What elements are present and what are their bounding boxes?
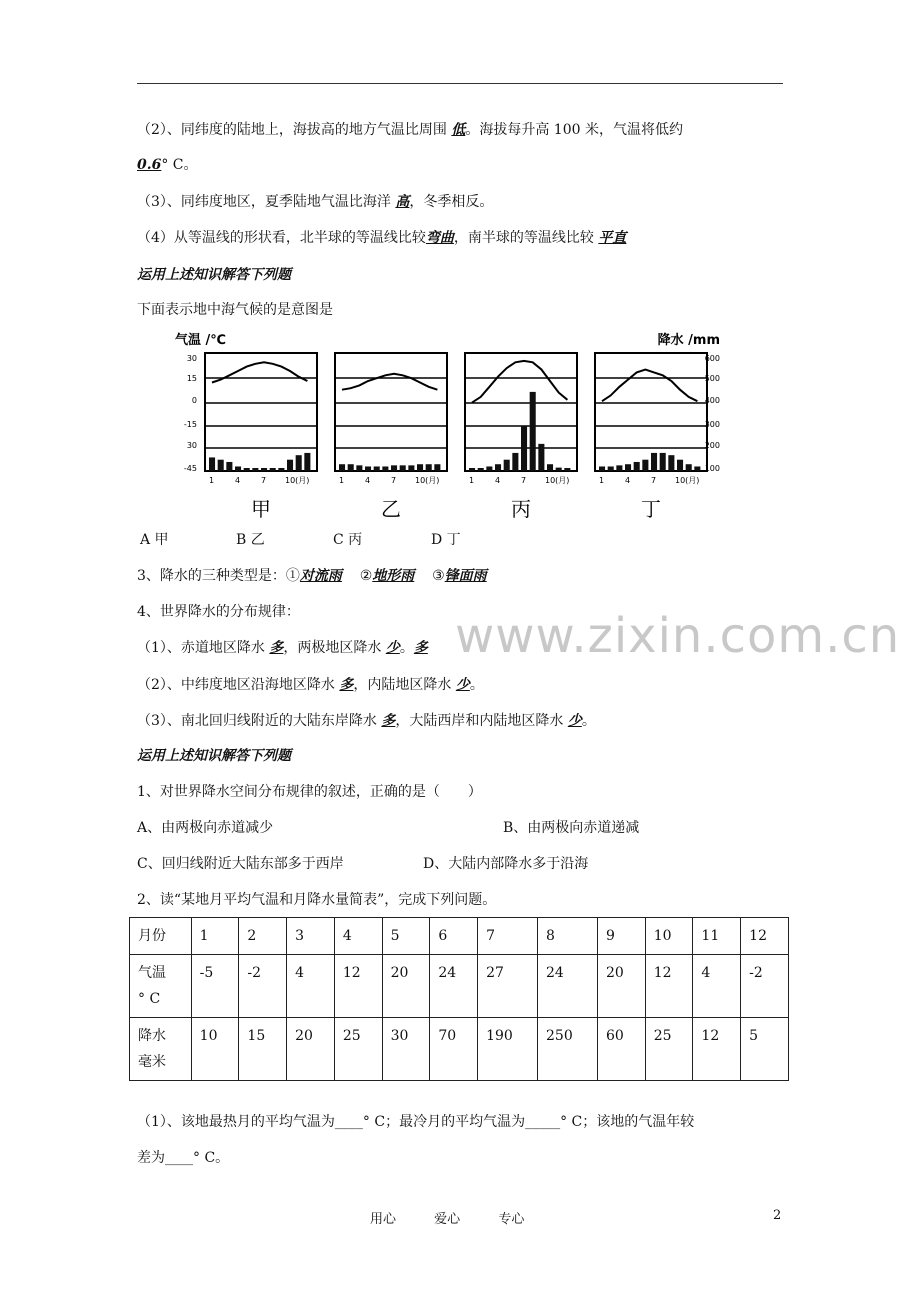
table-cell: -2 [741, 955, 789, 1018]
answer-06: 0.6 [137, 157, 162, 173]
precip-bar [634, 462, 640, 471]
table-cell: 24 [430, 955, 478, 1018]
x-tick-label: 10(月) [285, 476, 310, 485]
temperature-line [602, 370, 697, 402]
right-tick-label: 400 [704, 396, 720, 405]
table-cell: 24 [538, 955, 598, 1018]
table-cell: 5 [741, 1018, 789, 1081]
text-line-p42 [137, 675, 484, 695]
row-label [130, 1018, 192, 1081]
text-line-3 [137, 192, 493, 212]
precip-bar [495, 464, 501, 471]
precip-bar [365, 466, 371, 471]
x-tick-label: 1 [599, 476, 605, 485]
precip-bar [642, 460, 648, 471]
answer: 少 [567, 713, 582, 729]
precip-bar [235, 466, 241, 471]
row-label-text: 气温 [138, 965, 166, 981]
precip-bar [608, 466, 614, 471]
row-label [130, 918, 192, 955]
precip-bar [530, 392, 536, 471]
table-cell: 10 [191, 1018, 239, 1081]
precip-bar [625, 464, 631, 471]
y-axis-title-right: 降水 /mm [657, 333, 720, 348]
temperature-line [212, 362, 307, 382]
panel-label: 丁 [641, 497, 661, 521]
x-tick-label: 1 [209, 476, 215, 485]
answer: 多 [269, 640, 284, 656]
table-cell: -5 [191, 955, 239, 1018]
text-span: ，冬季相反。 [409, 194, 494, 210]
text-line-p4: 4、世界降水的分布规律： [137, 604, 300, 620]
table-cell: 70 [430, 1018, 478, 1081]
precip-bar [486, 466, 492, 471]
precip-bar [339, 464, 345, 471]
precip-bar [218, 460, 224, 471]
x-tick-label: 4 [365, 476, 371, 485]
table-row [130, 955, 789, 1018]
footer-item: 用心 [370, 1212, 397, 1227]
text-span: （3）、南北回归线附近的大陆东岸降水 [137, 713, 377, 729]
climate-chart-svg [175, 328, 720, 526]
row-label-text: 月份 [138, 928, 166, 944]
text-span: ② [359, 568, 373, 584]
x-tick-label: 1 [339, 476, 345, 485]
precip-bar [382, 466, 388, 471]
left-tick-label: 30 [186, 354, 197, 363]
text-line-p43 [137, 711, 596, 731]
answer: 少 [455, 677, 470, 693]
text-line-2 [137, 120, 683, 140]
option-b[interactable]: B 乙 [236, 532, 265, 548]
precip-bar [434, 464, 440, 471]
row-label-unit: ° C [138, 991, 161, 1007]
table-cell: 15 [239, 1018, 287, 1081]
text-line-2b [137, 155, 198, 175]
text-span: 3、降水的三种类型是：① [137, 568, 300, 584]
x-tick-label: 4 [625, 476, 631, 485]
panel-label: 丙 [511, 497, 531, 521]
table-cell: 20 [597, 955, 645, 1018]
right-tick-label: 500 [704, 374, 720, 383]
precip-bar [686, 464, 692, 471]
precip-bar [287, 460, 293, 471]
q1-option-b[interactable]: B、由两极向赤道递减 [503, 820, 640, 836]
text-span: （4）从等温线的形状看，北半球的等温线比较 [137, 230, 426, 246]
answer: 多 [381, 713, 396, 729]
answer-low: 低 [451, 122, 466, 138]
precip-bar [261, 468, 267, 471]
watermark: www.zixin.com.cn [455, 608, 901, 664]
precip-bar [538, 444, 544, 471]
left-tick-label: 15 [186, 374, 197, 383]
footer-item: 专心 [498, 1212, 525, 1227]
x-tick-label: 7 [651, 476, 657, 485]
text-span: ，两极地区降水 [283, 640, 382, 656]
answer: 少 [385, 640, 400, 656]
text-line-4 [137, 228, 626, 248]
answer: 多 [413, 640, 428, 656]
left-tick-label: -45 [183, 464, 197, 473]
text-span: ，大陆西岸和内陆地区降水 [395, 713, 564, 729]
precip-bar [599, 466, 605, 471]
chart-panel [335, 353, 447, 471]
precip-bar [374, 466, 380, 471]
x-tick-label: 10(月) [675, 476, 700, 485]
text-span: 。海拔每升高 100 米，气温将低约 [465, 122, 683, 138]
precip-bar [547, 464, 553, 471]
panel-label: 乙 [381, 497, 401, 521]
table-row [130, 1018, 789, 1081]
x-tick-label: 4 [235, 476, 241, 485]
chart-panel [205, 353, 317, 471]
precip-bar [296, 455, 302, 471]
option-a[interactable]: A 甲 [140, 532, 169, 548]
precip-bar [270, 468, 276, 471]
right-tick-label: 300 [704, 420, 720, 429]
footer [370, 1208, 558, 1227]
q1-option-d[interactable]: D、大陆内部降水多于沿海 [423, 856, 589, 872]
answer-straight: 平直 [598, 230, 627, 246]
text-span: （1）、赤道地区降水 [137, 640, 265, 656]
precip-bar [694, 466, 700, 471]
table-cell: -2 [239, 955, 287, 1018]
precip-bar [564, 468, 570, 471]
table-cell: 4 [287, 955, 335, 1018]
right-tick-label: 200 [704, 441, 720, 450]
table-cell: 190 [478, 1018, 538, 1081]
precip-bar [252, 468, 258, 471]
text-span: （3）、同纬度地区，夏季陆地气温比海洋 [137, 194, 391, 210]
answer-curved: 弯曲 [425, 230, 454, 246]
precip-bar [521, 426, 527, 471]
table-cell: 25 [334, 1018, 382, 1081]
text-span: 。 [399, 640, 414, 656]
table-cell: 27 [478, 955, 538, 1018]
temperature-line [472, 361, 567, 403]
table-cell: 6 [430, 918, 478, 955]
table-cell: 12 [334, 955, 382, 1018]
precip-bar [478, 468, 484, 471]
table-cell: 9 [597, 918, 645, 955]
text-span: （2）、中纬度地区沿海地区降水 [137, 677, 335, 693]
table-cell: 1 [191, 918, 239, 955]
precip-bar [512, 453, 518, 471]
table-cell: 7 [478, 918, 538, 955]
precip-bar [356, 465, 362, 471]
question-2: 2、读“某地月平均气温和月降水量简表”，完成下列问题。 [137, 892, 497, 908]
header-rule [137, 83, 783, 84]
table-cell: 12 [645, 955, 693, 1018]
table-cell: 8 [538, 918, 598, 955]
y-axis-title-left: 气温 /℃ [175, 333, 227, 348]
answer-convection-rain: 对流雨 [299, 568, 342, 584]
precip-bar [304, 453, 310, 471]
precip-bar [426, 464, 432, 471]
precip-bar [391, 465, 397, 471]
x-tick-label: 7 [391, 476, 397, 485]
precip-bar [556, 468, 562, 471]
precip-bar [668, 455, 674, 471]
question-2-1: （1）、该地最热月的平均气温为____° C；最冷月的平均气温为_____° C；该地的气温年较 [137, 1114, 695, 1130]
precip-bar [651, 453, 657, 471]
question-2-1-cont: 差为____° C。 [137, 1150, 230, 1166]
table-row [130, 918, 789, 955]
text-line-p3 [137, 566, 487, 586]
option-d[interactable]: D 丁 [431, 532, 461, 548]
right-tick-label: 100 [704, 464, 720, 473]
precip-bar [278, 468, 284, 471]
left-tick-label: 30 [186, 441, 197, 450]
answer-high: 高 [395, 194, 410, 210]
text-span: ，南半球的等温线比较 [453, 230, 594, 246]
precip-bar [226, 462, 232, 471]
left-tick-label: -15 [183, 420, 197, 429]
question-text: 下面表示地中海气候的是意图是 [137, 302, 333, 318]
text-span: 。 [581, 713, 596, 729]
table-cell: 10 [645, 918, 693, 955]
section-heading: 运用上述知识解答下列题 [137, 748, 291, 764]
x-tick-label: 10(月) [415, 476, 440, 485]
table-cell: 2 [239, 918, 287, 955]
precip-bar [660, 453, 666, 471]
section-heading: 运用上述知识解答下列题 [137, 267, 291, 283]
table-cell: 25 [645, 1018, 693, 1081]
x-tick-label: 4 [495, 476, 501, 485]
table-cell: 5 [382, 918, 430, 955]
table-cell: 4 [693, 955, 741, 1018]
table-cell: 4 [334, 918, 382, 955]
answer-orographic-rain: 地形雨 [372, 568, 415, 584]
option-c[interactable]: C 丙 [333, 532, 363, 548]
q1-option-c[interactable]: C、回归线附近大陆东部多于西岸 [137, 856, 344, 872]
temperature-line [342, 374, 437, 390]
precip-bar [209, 457, 215, 471]
q1-option-a[interactable]: A、由两极向赤道减少 [137, 820, 274, 836]
text-line-p41 [137, 638, 428, 658]
table-cell: 12 [741, 918, 789, 955]
precip-bar [348, 464, 354, 471]
right-tick-label: 600 [704, 354, 720, 363]
x-tick-label: 1 [469, 476, 475, 485]
row-label-text: 降水 [138, 1028, 166, 1044]
precip-bar [400, 465, 406, 471]
text-span: ° C。 [161, 157, 198, 173]
table-cell: 3 [287, 918, 335, 955]
table-cell: 11 [693, 918, 741, 955]
climate-data-table [129, 917, 789, 1081]
text-span: ③ [432, 568, 445, 584]
row-label [130, 955, 192, 1018]
table-cell: 12 [693, 1018, 741, 1081]
x-tick-label: 7 [521, 476, 527, 485]
answer: 多 [339, 677, 354, 693]
table-cell: 250 [538, 1018, 598, 1081]
climate-chart [175, 328, 720, 526]
precip-bar [408, 465, 414, 471]
page-number: 2 [773, 1208, 782, 1223]
precip-bar [677, 460, 683, 471]
precip-bar [417, 464, 423, 471]
text-span: ，内陆地区降水 [353, 677, 452, 693]
text-span: 。 [469, 677, 484, 693]
precip-bar [469, 468, 475, 471]
answer-frontal-rain: 锋面雨 [444, 568, 487, 584]
x-tick-label: 10(月) [545, 476, 570, 485]
table-cell: 60 [597, 1018, 645, 1081]
text-span: （2）、同纬度的陆地上，海拔高的地方气温比周围 [137, 122, 447, 138]
row-label-unit: 毫米 [138, 1054, 166, 1070]
left-tick-label: 0 [191, 396, 197, 405]
question-1: 1、对世界降水空间分布规律的叙述，正确的是（ ） [137, 784, 482, 800]
table-cell: 20 [382, 955, 430, 1018]
precip-bar [504, 460, 510, 471]
footer-item: 爱心 [434, 1212, 461, 1227]
table-cell: 30 [382, 1018, 430, 1081]
precip-bar [244, 468, 250, 471]
table-cell: 20 [287, 1018, 335, 1081]
panel-label: 甲 [251, 497, 271, 521]
x-tick-label: 7 [261, 476, 267, 485]
precip-bar [616, 465, 622, 471]
